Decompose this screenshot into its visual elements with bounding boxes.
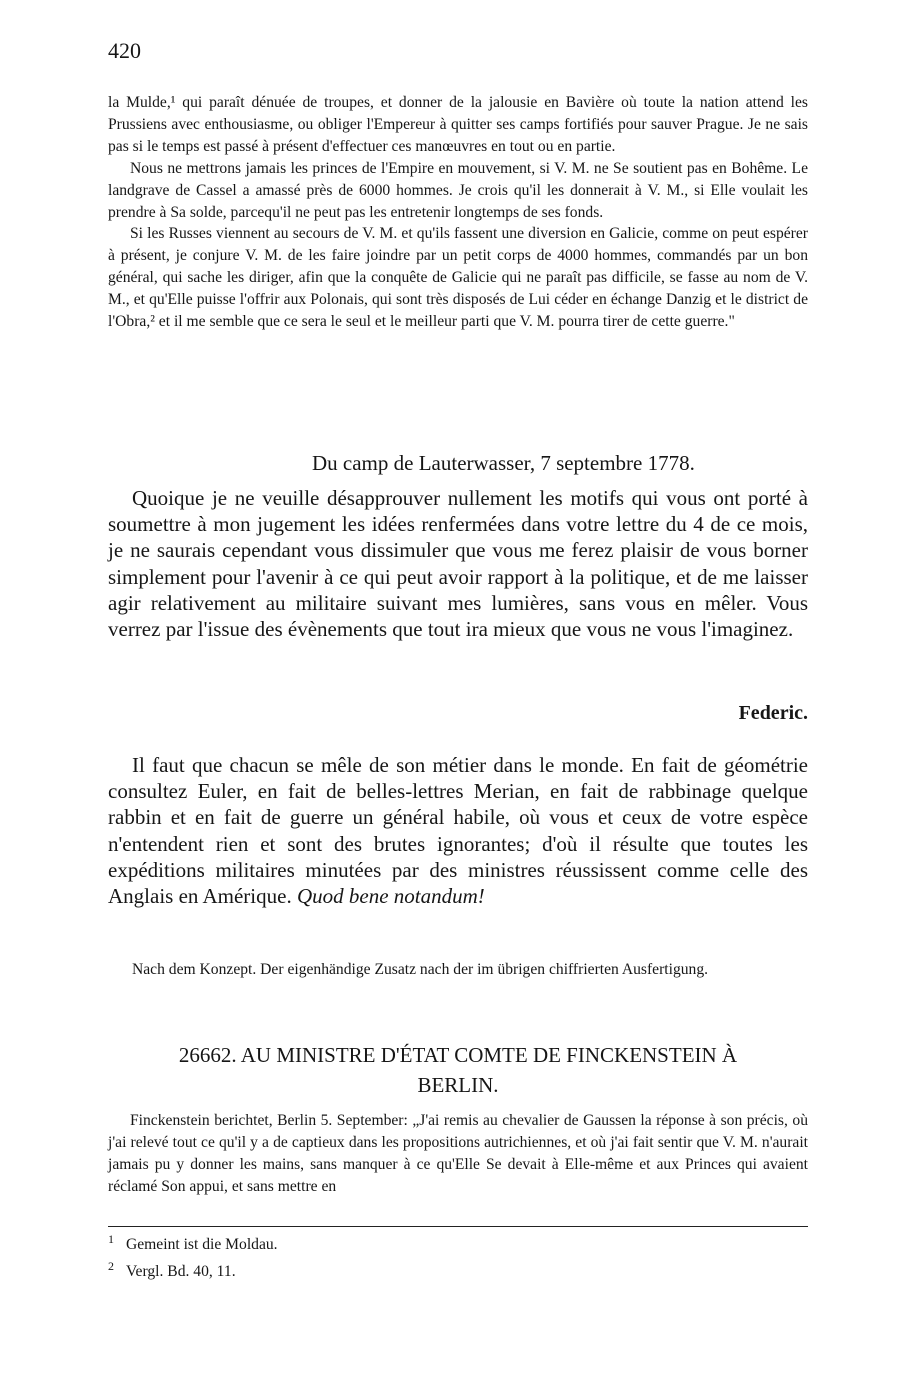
document-heading: [108, 1040, 808, 1100]
dateline: Du camp de Lauterwasser, 7 septembre 1778.: [312, 451, 695, 475]
letter-paragraph: Si les Russes viennent au secours de V. M. et qu'ils fassent une diversion en Galicie, comme on peut espérer à présent, je conjure V. M. de les faire joindre par un petit corps de 4000 hommes, commandés par un bon général, qui sache les diriger, afin que la conquête de Galicie qui ne paraît pas difficile, se fasse au nom de V. M., et qu'Elle puisse l'offrir aux Polonais, qui sont très disposés de Lui céder en échange Danzig et le district de l'Obra,² et il me semble que ce sera le seul et le meilleur parti que V. M. pourra tirer de cette guerre.": [108, 225, 808, 331]
reply-letter: [108, 485, 808, 642]
footnotes: [108, 1229, 278, 1282]
footnote-mark: 2: [108, 1258, 114, 1273]
footnote: [108, 1229, 278, 1256]
postscript-text: Il faut que chacun se mêle de son métier dans le monde. En fait de géométrie consultez Euler, en fait de belles-lettres Merian, en fait de rabbinage quelque rabbin et en fait de guerre un général habile, où vous et ceux de votre espèce n'entendent rien et sont des brutes ignorantes; d'où il résulte que toutes les expéditions militaires minutées par des ministres réussissent comme celle des Anglais en Amérique.: [108, 753, 808, 909]
document-summary: [108, 1110, 808, 1198]
letter-paragraph: la Mulde,¹ qui paraît dénuée de troupes, et donner de la jalousie en Bavière où toute la nation attend les Prussiens avec enthousiasme, ou obliger l'Empereur à quitter ses camps fortifiés pour sauver Prague. Je ne sais pas si le temps est passé à présent d'effectuer ces manœuvres en tout ou en partie.: [108, 94, 808, 155]
postscript-latin: Quod bene notandum!: [296, 884, 485, 909]
heading-line-1: 26662. AU MINISTRE D'ÉTAT COMTE DE FINCKENSTEIN À: [178, 1043, 738, 1067]
letter-paragraph: Nous ne mettrons jamais les princes de l'Empire en mouvement, si V. M. ne Se soutient pas en Bohême. Le landgrave de Cassel a amassé près de 6000 hommes. Je crois qu'il les donnerait à V. M., si Elle voulait les prendre à Sa solde, parcequ'il ne peut pas les entretenir longtemps de ses fonds.: [108, 159, 808, 221]
page-number: 420: [108, 38, 141, 63]
source-note: Nach dem Konzept. Der eigenhändige Zusatz nach der im übrigen chiffrierten Ausfertigung.: [132, 961, 709, 978]
summary-paragraph: Finckenstein berichtet, Berlin 5. September: „J'ai remis au chevalier de Gaussen la réponse à son précis, où j'ai relevé tout ce qu'il y a de captieux dans les propositions autrichiennes, et où j'ai fait sentir que V. M. n'aurait jamais pu y donner les mains, sans manquer à ce qu'Elle Se devait à Elle-même et aux Princes qui avaient réclamé Son appui, et sans mettre en: [108, 1112, 808, 1195]
footnote: [108, 1256, 278, 1283]
footnote-text: Vergl. Bd. 40, 11.: [126, 1262, 236, 1280]
footnote-text: Gemeint ist die Moldau.: [126, 1236, 278, 1254]
footnote-mark: 1: [108, 1232, 114, 1246]
reply-paragraph: Quoique je ne veuille désapprouver nullement les motifs qui vous ont porté à soumettre à mon jugement les idées renfermées dans votre lettre du 4 de ce mois, je ne saurais cependant vous dissimuler que vous me ferez plaisir de vous borner simplement pour l'avenir à ce qui peut avoir rapport à la politique, et de me laisser agir relativement au militaire suivant mes lumières, sans vous en mêler. Vous verrez par l'issue des évènements que tout ira mieux que vous ne vous l'imaginez.: [108, 486, 808, 642]
postscript-paragraph: [108, 752, 808, 909]
letter-end: [108, 92, 808, 333]
footnote-divider: [108, 1226, 808, 1227]
heading-line-2: BERLIN.: [417, 1073, 499, 1097]
postscript: [108, 752, 808, 909]
signature: Federic.: [738, 702, 808, 724]
